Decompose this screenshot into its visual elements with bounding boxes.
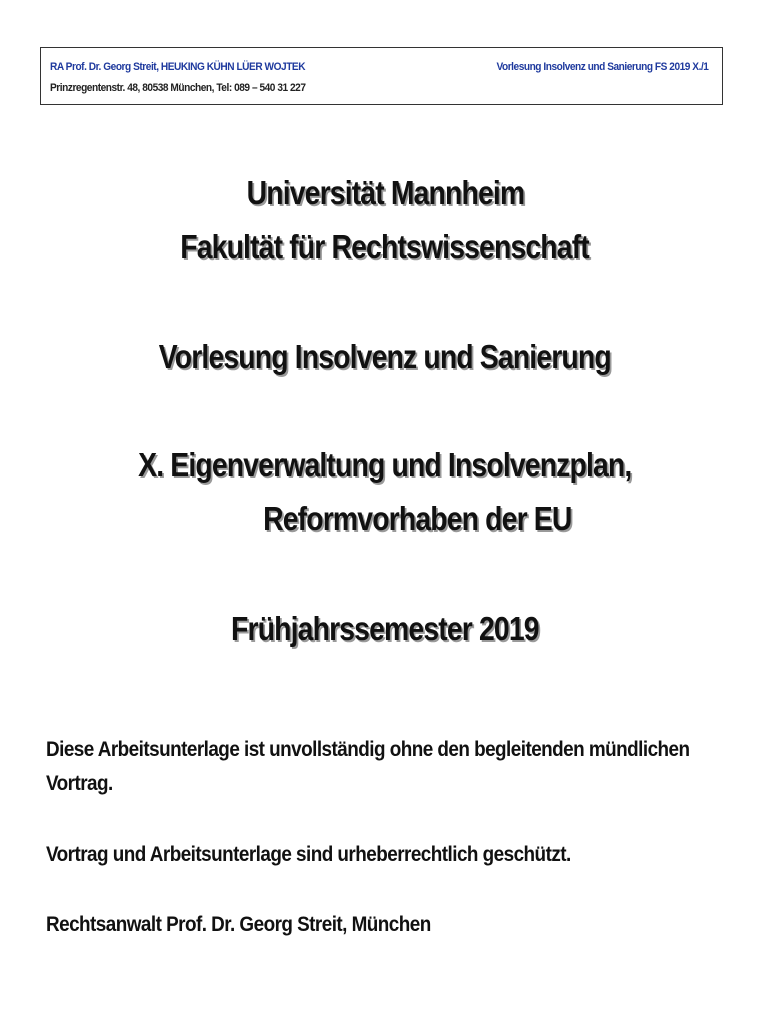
faculty-title: [0, 228, 770, 266]
lecture-title: [0, 338, 770, 376]
header-address: Prinzregentenstr. 48, 80538 München, Tel: 089 – 540 31 227: [50, 82, 306, 94]
semester-title-text: Frühjahrssemester 2019: [231, 610, 539, 647]
chapter-title-line1-text: X. Eigenverwaltung und Insolvenzplan,: [138, 446, 632, 483]
lecture-title-text: Vorlesung Insolvenz und Sanierung: [158, 338, 612, 375]
university-title-text: Universität Mannheim: [246, 174, 524, 211]
university-title: [0, 174, 770, 212]
page-header: [40, 47, 723, 105]
chapter-title-line2-text: Reformvorhaben der EU: [263, 500, 572, 537]
chapter-title-line1: [0, 446, 770, 484]
faculty-title-text: Fakultät für Rechtswissenschaft: [180, 228, 590, 265]
copyright-notice: Vortrag und Arbeitsunterlage sind urheberrechtlich geschützt.: [46, 843, 571, 866]
header-author-firm: RA Prof. Dr. Georg Streit, HEUKING KÜHN LÜER WOJTEK: [50, 61, 306, 73]
header-lecture-page: Vorlesung Insolvenz und Sanierung FS 2019 X./1: [495, 61, 708, 73]
author-line: Rechtsanwalt Prof. Dr. Georg Streit, München: [46, 913, 431, 936]
incomplete-notice: Diese Arbeitsunterlage ist unvollständig ohne den begleitenden mündlichen Vortrag.: [46, 738, 690, 795]
chapter-title-line2: [65, 500, 770, 538]
semester-title: [0, 610, 770, 648]
